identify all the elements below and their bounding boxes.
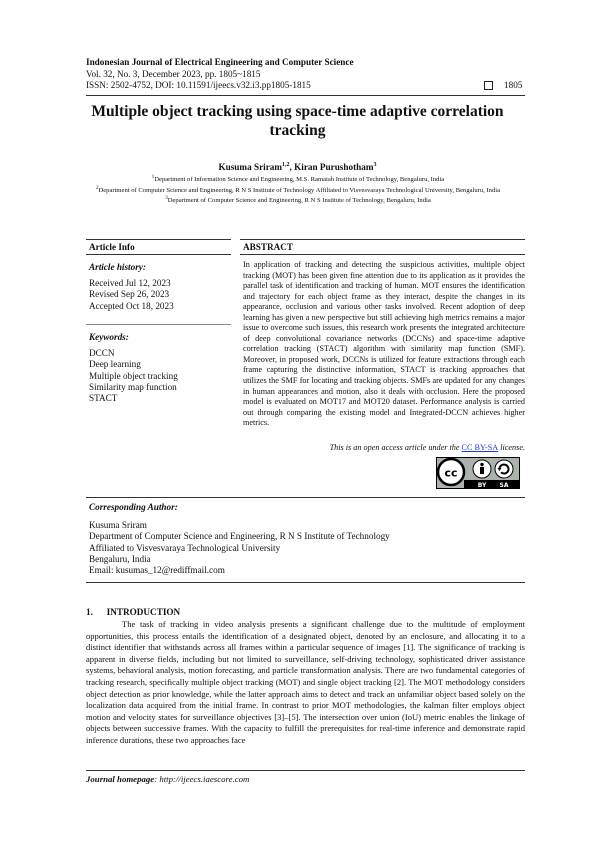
accepted-date: Accepted Oct 18, 2023 <box>89 300 174 311</box>
introduction-heading: 1. INTRODUCTION <box>86 607 181 617</box>
cc-by-sa-badge-icon[interactable] <box>436 457 520 489</box>
affiliation-superscript: 3 <box>165 196 168 202</box>
affiliation <box>78 174 518 185</box>
corresponding-name: Kusuma Sriram <box>89 520 147 530</box>
author-superscript: 3 <box>373 162 377 168</box>
abstract-text: In application of tracking and detecting the suspicious activities, multiple object tracking (MOT) has been given fine attention due to its application as it provides the parallel task of identification and tracking of human. MOT ensures the identification and trajectory for each object frame as they interact, despite the changes in its appearance, occlusion and various other tasks involved. Recent adoption of deep learning has given a new perspective but still achieving high metrics remains a major issue to overcome such issues, this research work presents the integrated architecture of deep convolutional covariance networks (DCCNs) and space-time adaptive correlation tracking (STACT) algorithm with similarity map function (SMF). Moreover, in proposed work, DCCNs is utilized for feature extractions through each frame capturing the distinctive information, STACT is tracking approaches that utilizes the SMF for locating and tracking objects. SMFs are updated for any changes in human appearances and motion, also it deals with occlusion. Here the proposed model is evaluated on MOT17 and MOT20 dataset. Performance analysis is carried out through comparing the existing model and Integrated-DCCN achieves higher metrics. <box>243 260 525 428</box>
author-name: Kusuma Sriram <box>218 162 283 173</box>
abstract-rule <box>240 254 525 255</box>
affiliation-text: Department of Computer Science and Engineering, R N S Institute of Technology Affiliated to Visvesvaraya Technological University, Bengaluru, India <box>98 186 501 194</box>
article-info-rule-top <box>86 239 231 240</box>
journal-name: Indonesian Journal of Electrical Engineering and Computer Science <box>86 57 354 67</box>
affiliation <box>78 195 518 206</box>
affiliation-text: Department of Computer Science and Engineering, R N S Institute of Technology, Bengaluru, India <box>167 197 431 205</box>
affiliations <box>78 174 518 206</box>
license-prefix: This is an open access article under the <box>329 443 462 452</box>
author-line <box>86 162 509 172</box>
license-line <box>243 443 525 452</box>
keyword: DCCN <box>89 348 115 358</box>
corresponding-city: Bengaluru, India <box>89 553 151 564</box>
article-info-rule <box>86 254 231 255</box>
affiliation-superscript: 1 <box>151 175 155 180</box>
paper-title: Multiple object tracking using space-time adaptive correlation tracking <box>91 103 504 139</box>
keyword: Similarity map function <box>89 381 177 392</box>
page-number: 1805 <box>504 80 523 90</box>
affiliation <box>78 185 518 196</box>
header-rule <box>86 95 525 96</box>
journal-volume: Vol. 32, No. 3, December 2023, pp. 1805~1815 <box>86 68 261 79</box>
keyword: STACT <box>89 393 118 404</box>
page-box-icon <box>484 81 493 90</box>
license-link[interactable]: CC BY-SA <box>461 443 499 452</box>
author-separator: , <box>289 162 295 173</box>
received-date: Received Jul 12, 2023 <box>89 278 171 288</box>
introduction-body <box>86 619 525 747</box>
footer-rule <box>86 770 525 771</box>
author-superscript: 1,2 <box>282 162 290 168</box>
journal-header <box>86 57 526 92</box>
journal-issn: ISSN: 2502-4752, DOI: 10.11591/ijeecs.v32.i3.pp1805-1815 <box>86 80 311 91</box>
author-name: Kiran Purushotham <box>294 162 374 173</box>
keyword: Multiple object tracking <box>89 370 178 381</box>
article-info-heading: Article Info <box>89 242 135 252</box>
journal-homepage <box>86 774 249 784</box>
keywords-rule <box>86 324 231 325</box>
affiliation-text: Department of Information Science and Engineering, M.S. Ramaiah Institute of Technology, Bengaluru, India <box>154 176 445 184</box>
cc-sa-label: SA <box>499 482 509 489</box>
corresponding-heading: Corresponding Author: <box>89 502 178 512</box>
cc-by-label: BY <box>477 482 487 489</box>
revised-date: Revised Sep 26, 2023 <box>89 289 170 300</box>
keywords-heading: Keywords: <box>89 332 129 342</box>
corresponding-email: Email: kusumas_12@rediffmail.com <box>89 565 225 576</box>
corresponding-details <box>89 520 390 576</box>
svg-text:cc: cc <box>444 466 458 480</box>
corresponding-dept: Department of Computer Science and Engineering, R N S Institute of Technology <box>89 531 390 542</box>
abstract-rule-top <box>240 239 525 240</box>
article-history-heading: Article history: <box>89 262 146 272</box>
homepage-url[interactable]: : http://ijeecs.iaescore.com <box>154 774 250 784</box>
affiliation-superscript: 2 <box>95 185 99 191</box>
abstract-bottom-rule <box>86 497 525 498</box>
corresponding-bottom-rule <box>86 582 525 583</box>
keywords-list <box>89 348 178 404</box>
keyword: Deep learning <box>89 359 141 370</box>
license-suffix: license. <box>498 443 525 452</box>
introduction-paragraph: The task of tracking in video analysis presents a significant challenge due to the multitude of employment opportunities, this process entails the identification of a designated object, denoted by an enclosure, and allocating it to a distinct identifier that withstands across all frames within a particular sequence of images [1]. The significance of tracking is apparent in diverse fields, including but not limited to surveillance, self-driving technology, sophisticated driver assistance systems, behavioral analysis, motion forecasting, and particle transformation analysis. There are two fundamental categories of tracking research, specifically multiple object tracking (MOT) and single object tracking [2]. The MOT methodology considers object detection as prior knowledge, while the latter approach aims to detect and track an unfamiliar object based solely on the localization data acquired from the initial frame. In contrast to prior MOT methodologies, the kalman filter employs object motion and velocity states for surveillance objectives [3]–[5]. The intersection over union (IoU) metric enables the linkage of objects between successive frames. With the capacity to fulfill the prerequisites for real-time inference and demonstrate rapid inference durations, these two approaches face <box>86 619 525 745</box>
homepage-label: Journal homepage <box>86 774 155 784</box>
abstract-heading: ABSTRACT <box>243 242 294 252</box>
article-history <box>89 278 174 312</box>
corresponding-affiliation: Affiliated to Visvesvaraya Technological University <box>89 542 281 553</box>
